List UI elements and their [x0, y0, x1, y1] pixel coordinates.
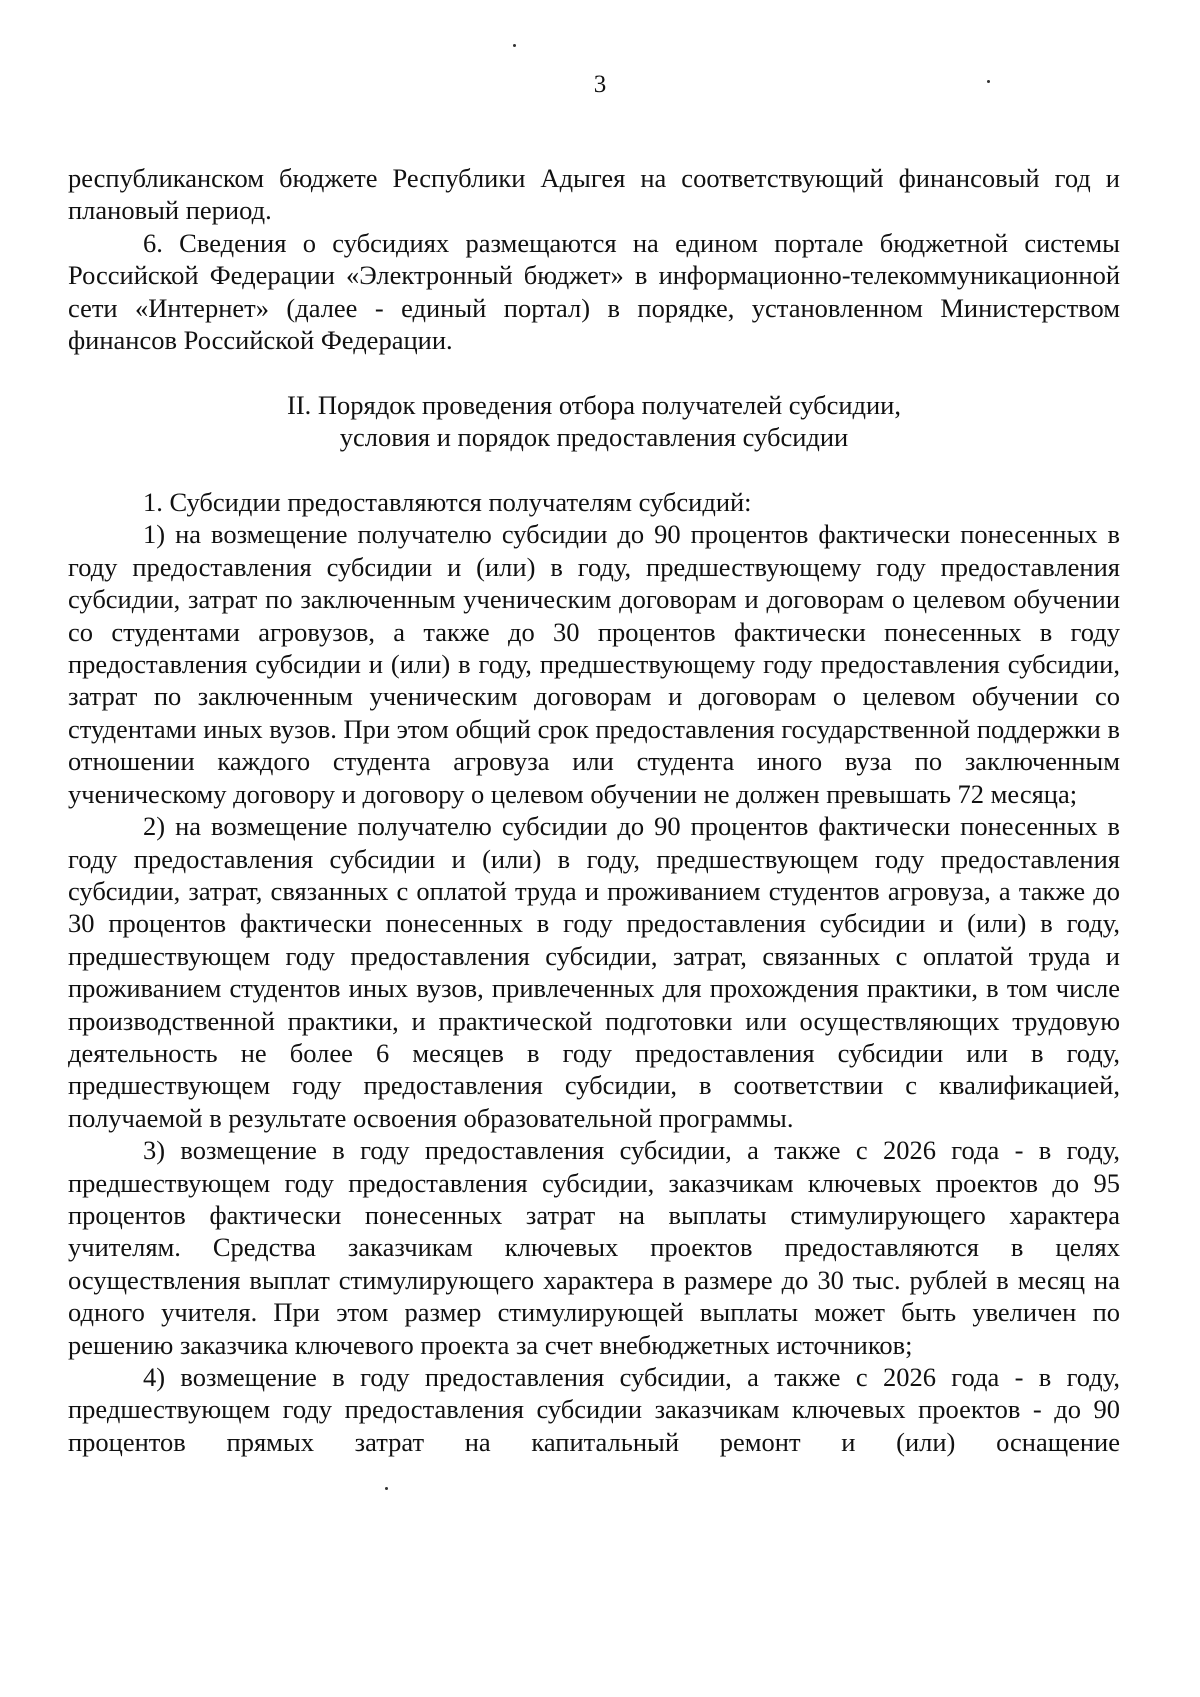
section-heading-line-1: II. Порядок проведения отбора получателей субсидии,	[287, 389, 901, 420]
paragraph-item-1: 1. Субсидии предоставляются получателям субсидий:	[143, 487, 752, 518]
paragraph-subitem-3: 3) возмещение в году предоставления субсидии, а также с 2026 года - в году, предшествующем году предоставления субсидии, заказчикам ключевых проектов до 95 процентов фактически понесенных затрат на выплаты стимулирующего характера учителям. Средства заказчикам ключевых проектов предоставляются в целях осуществления выплат стимулирующего характера в размере до 30 тыс. рублей в месяц на одного учителя. При этом размер стимулирующей выплаты может быть увеличен по решению заказчика ключевого проекта за счет внебюджетных источников;	[68, 1135, 1120, 1360]
paragraph-budget-continuation: республиканском бюджете Республики Адыгея на соответствующий финансовый год и плановый период.	[68, 163, 1120, 226]
paragraph-subitem-4: 4) возмещение в году предоставления субсидии, а также с 2026 года - в году, предшествующем году предоставления субсидии заказчикам ключевых проектов - до 90 процентов прямых затрат на капитальный ремонт и (или) оснащение	[68, 1362, 1120, 1457]
paragraph-subitem-1: 1) на возмещение получателю субсидии до 90 процентов фактически понесенных в году предоставления субсидии и (или) в году, предшествующему году предоставления субсидии, затрат по заключенным ученическим договорам и договорам о целевом обучении со студентами агровузов, а также до 30 процентов фактически понесенных в году предоставления субсидии и (или) в году, предшествующему году предоставления субсидии, затрат по заключенным ученическим договорам и договорам о целевом обучении со студентами иных вузов. При этом общий срок предоставления государственной поддержки в отношении каждого студента агровуза или студента иного вуза по заключенным ученическому договору и договору о целевом обучении не должен превышать 72 месяца;	[68, 519, 1120, 809]
document-body	[68, 162, 1120, 1458]
scan-speck	[513, 44, 516, 47]
paragraph-subitem-2: 2) на возмещение получателю субсидии до 90 процентов фактически понесенных в году предоставления субсидии и (или) в году, предшествующем году предоставления субсидии, затрат, связанных с оплатой труда и проживанием студентов агровуза, а также до 30 процентов фактически понесенных в году предоставления субсидии и (или) в году, предшествующем году предоставления субсидии, затрат, связанных с оплатой труда и проживанием студентов иных вузов, привлеченных для прохождения практики, в том числе производственной практики, и практической подготовки или осуществляющих трудовую деятельность не более 6 месяцев в году предоставления субсидии или в году, предшествующем году предоставления субсидии, в соответствии с квалификацией, получаемой в результате освоения образовательной программы.	[68, 811, 1120, 1133]
spacer	[68, 454, 1120, 486]
page-number: 3	[593, 71, 607, 98]
section-heading-line-2: условия и порядок предоставления субсидии	[339, 422, 849, 453]
scan-speck	[385, 1487, 388, 1490]
section-heading	[68, 389, 1120, 454]
spacer	[68, 356, 1120, 388]
paragraph-item-6: 6. Сведения о субсидиях размещаются на едином портале бюджетной системы Российской Федерации «Электронный бюджет» в информационно-телекоммуникационной сети «Интернет» (далее - единый портал) в порядке, установленном Министерством финансов Российской Федерации.	[68, 227, 1120, 356]
